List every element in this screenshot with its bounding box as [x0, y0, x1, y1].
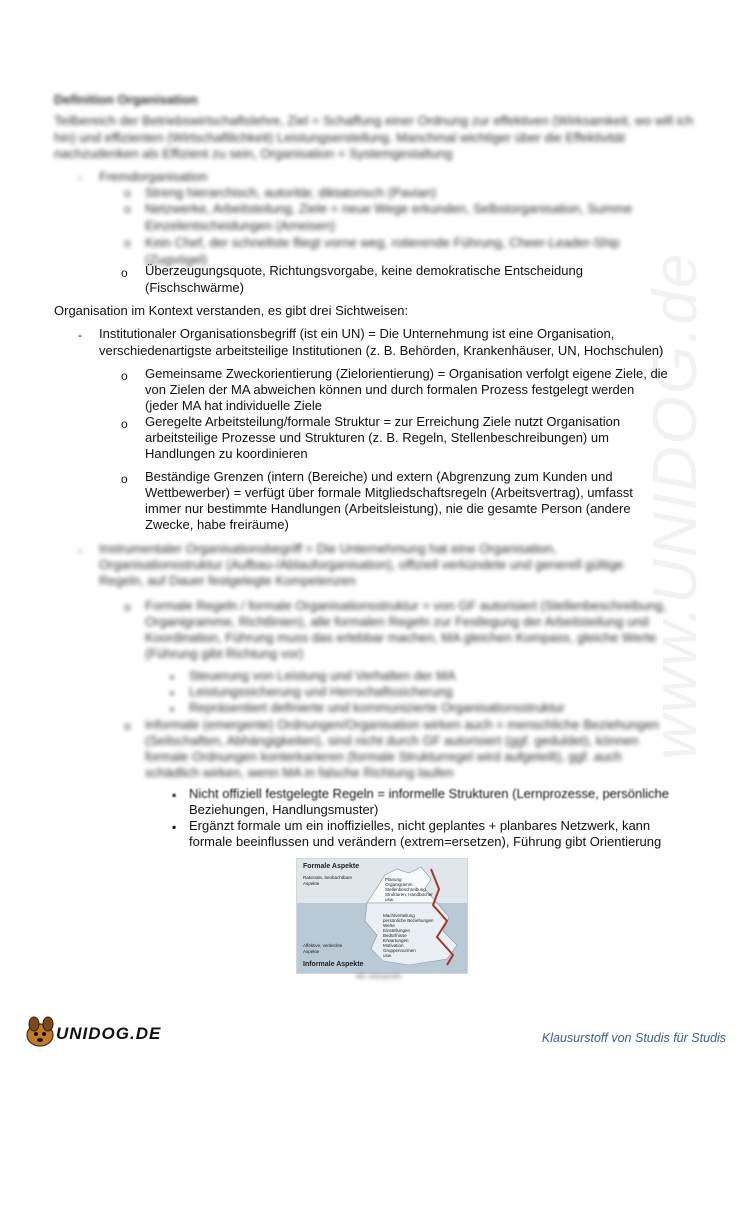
inst-item-line: Wettbewerber) = verfügt über formale Mitgliedschaftsregeln (Arbeitsvertrag), umfasst — [145, 485, 633, 500]
instr-line: Instrumentaler Organisationsbegriff = Die Unternehmung hat eine Organisation, — [99, 541, 557, 556]
formal-sub-line: Steuerung von Leistung und Verhalten der MA — [189, 668, 456, 683]
figure-bottom-item: Erwartungen — [383, 938, 409, 943]
informal-sub-line: Nicht offiziell festgelegte Regeln = informelle Strukturen (Lernprozesse, persönliche — [189, 786, 669, 801]
informal-line: Informale (emergente) Ordnungen/Organisation wirken auch = menschliche Beziehungen — [145, 717, 660, 732]
informal-line: formale Ordnungen konterkarieren (formale Strukturregel wird aufgeteilt), ggf. auch — [145, 749, 622, 764]
figure-top-item: Stellenbeschreibung — [385, 887, 426, 892]
formal-line: (Führung gibt Richtung vor) — [145, 646, 304, 661]
o-marker: o — [121, 266, 128, 280]
instr-line: Organisationsstruktur (Aufbau-/Ablauforganisation), offiziell verkündete und generell gültige — [99, 557, 624, 572]
inst-item-line: Zwecke, habe freiräume) — [145, 517, 289, 532]
inst-item-line: Handlungen zu koordinieren — [145, 446, 308, 461]
figure-bottom-item: Einstellungen — [383, 928, 411, 933]
figure-bottom-item: usw. — [383, 953, 393, 958]
square-marker: ▪ — [170, 702, 175, 716]
figure-caption: Abb.: Eisbergmodell — [356, 974, 401, 980]
o-marker: o — [124, 202, 131, 216]
figure-top-item: Planung — [385, 877, 402, 882]
figure-left-bottom: Affektive, verdeckte Aspekte — [303, 943, 343, 954]
inst-item-line: arbeitsteilige Prozesse und Strukturen (z. B. Regeln, Stellenbeschreibungen) um — [145, 430, 609, 445]
fremd-visible-line: Überzeugungsquote, Richtungsvorgabe, keine demokratische Entscheidung — [145, 263, 583, 278]
watermark — [640, 251, 720, 1220]
fremd-item: Netzwerke, Arbeitsteilung, Ziele = neue Wege erkunden, Selbstorganisation, Summe Einzelentscheidungen (Ameisen) — [145, 201, 633, 233]
inst-item-line: Beständige Grenzen (intern (Bereiche) und extern (Abgrenzung zum Kunden und — [145, 469, 613, 484]
inst-line: Institutionaler Organisationsbegriff (ist ein UN) = Die Unternehmung ist eine Organisation, — [99, 326, 615, 341]
figure-bottom-item: Motivation — [383, 943, 404, 948]
figure-top-item: Organigramm — [385, 882, 413, 887]
figure-top-item: Strukturen, Handbücher — [385, 892, 433, 897]
square-marker: ▪ — [170, 670, 175, 684]
o-marker: o — [121, 417, 128, 431]
o-marker: o — [121, 472, 128, 486]
figure-title-bottom: Informale Aspekte — [303, 961, 364, 968]
o-marker: o — [124, 186, 131, 200]
heading: Definition Organisation — [54, 92, 198, 107]
informal-line: (Seilschaften, Abhängigkeiten), sind nicht durch GF autorisiert (ggf. geduldet), können — [145, 733, 639, 748]
figure-top-item: usw. — [385, 897, 395, 902]
inst-item-line: von Zielen der MA abweichen können und durch formalen Prozess festgelegt werden — [145, 382, 635, 397]
inst-item-line: Geregelte Arbeitsteilung/formale Struktur = zur Erreichung Ziele nutzt Organisation — [145, 414, 621, 429]
informal-sub-line: Ergänzt formale um ein inoffizielles, nicht geplantes + planbares Netzwerk, kann — [189, 818, 651, 833]
context-line: Organisation im Kontext verstanden, es gibt drei Sichtweisen: — [54, 303, 409, 318]
dash-marker: - — [78, 328, 82, 342]
square-marker: ▪ — [170, 686, 175, 700]
figure-bottom-item: Werte — [383, 923, 395, 928]
logo-text: UNIDOG.DE — [56, 1024, 162, 1043]
fremd-item: Kein Chef, der schnellste fliegt vorne weg, rotierende Führung, Cheer-Leader-Ship (Zugvögel) — [145, 235, 620, 267]
iceberg-figure — [296, 858, 468, 974]
dash-marker: - — [78, 170, 82, 184]
formal-line: Formale Regeln / formale Organisationsstruktur = von GF autorisiert (Stellenbeschreibung, — [145, 598, 667, 613]
figure-title-top: Formale Aspekte — [303, 863, 360, 870]
informal-sub-line: Beziehungen, Handlungsmuster) — [189, 802, 379, 817]
footer-tagline: Klausurstoff von Studis für Studis — [541, 1031, 726, 1045]
o-marker: o — [124, 600, 131, 614]
figure-bottom-item: persönliche Beziehungen — [383, 918, 434, 923]
informal-sub-line: formale beeinflussen und verändern (extrem=ersetzen), Führung gibt Orientierung — [189, 834, 662, 849]
fremd-visible-line: (Fischschwärme) — [145, 280, 244, 295]
square-marker: ▪ — [172, 820, 177, 834]
watermark-text: www.UNIDOG.de — [641, 251, 710, 760]
inst-item-line: Gemeinsame Zweckorientierung (Zielorientierung) = Organisation verfolgt eigene Ziele, die — [145, 366, 668, 381]
square-marker: ▪ — [172, 788, 177, 802]
o-marker: o — [124, 236, 131, 250]
instr-line: Regeln, auf Dauer festgelegte Kompetenzen — [99, 573, 356, 588]
figure-bottom-item: Bedürfnisse — [383, 933, 407, 938]
dash-marker: - — [78, 543, 82, 557]
formal-line: Organigramme, Richtlinien), alle formalen Regeln zur Festlegung der Arbeitsteilung und — [145, 614, 649, 629]
formal-sub-line: Leistungssicherung und Herrschaftssicherung — [189, 684, 453, 699]
informal-line: schädlich wirken, wenn MA in falsche Richtung laufen — [145, 765, 454, 780]
inst-item-line: immer nur bestimmte Handlungen (Arbeitsleistung), nie die gesamte Person (andere — [145, 501, 631, 516]
formal-sub-line: Repräsentiert definierte und kommunizierte Organisationsstruktur — [189, 700, 565, 715]
fremd-label: Fremdorganisation — [99, 169, 208, 184]
o-marker: o — [121, 369, 128, 383]
inst-line: verschiedenartigste arbeitsteilige Institutionen (z. B. Behörden, Krankenhäuser, UN, Hochschulen) — [99, 343, 664, 358]
figure-left-top: Rationale, beobachtbare Aspekte — [303, 875, 353, 886]
figure-bottom-item: Gruppennormen — [383, 948, 416, 953]
inst-item-line: (jeder MA hat individuelle Ziele — [145, 398, 323, 413]
fremd-item: Streng hierarchisch, autoritär, diktatorisch (Pavian) — [145, 185, 437, 200]
o-marker: o — [124, 719, 131, 733]
figure-bottom-item: Machtverteilung — [383, 913, 415, 918]
formal-line: Koordination, Führung muss das erlebbar machen, MA gleichen Kompass, gleiche Werte — [145, 630, 657, 645]
intro-paragraph: Teilbereich der Betriebswirtschaftslehre, Ziel = Schaffung einer Ordnung zur effektiven (Wirksamkeit, wo will ich hin) und effizienten (Wirtschaftlichkeit) Leistungserstellung. Manchmal wichtiger über die Effektivität nachzudenken als Effizient zu sein, Organisation = Systemgestaltung — [54, 113, 694, 161]
